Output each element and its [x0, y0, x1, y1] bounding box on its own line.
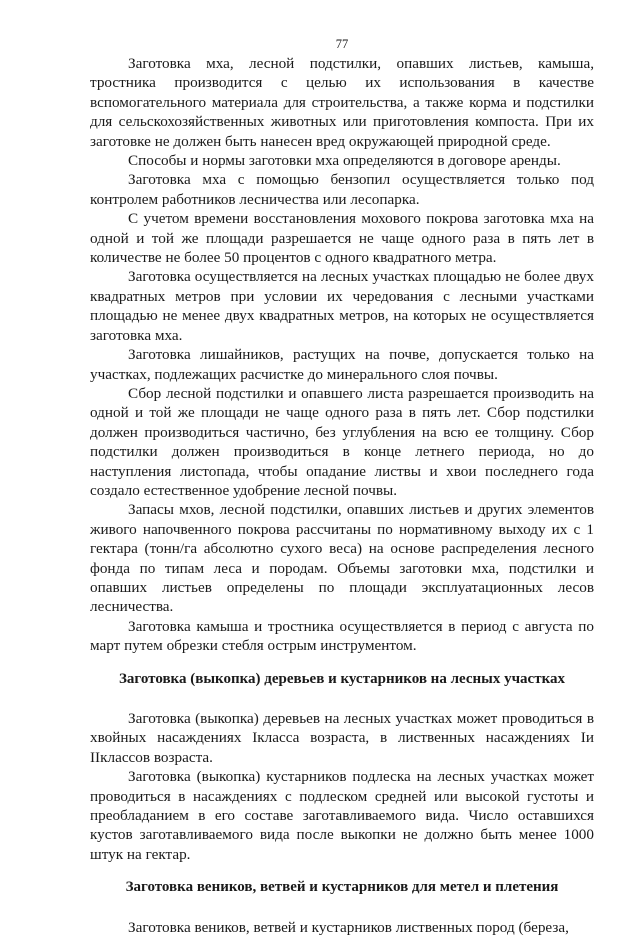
paragraph: Заготовка осуществляется на лесных участках площадью не более двух квадратных метров при условии их чередования с лесными участками площадью не менее двух квадратных метров, на которых не осуществляется заготовка мха.	[90, 268, 594, 344]
paragraph: Заготовка (выкопка) деревьев на лесных участках может проводиться в хвойных насаждениях Iкласса возраста, в лиственных насаждениях Iи IIклассов возраста.	[90, 710, 594, 766]
paragraph: С учетом времени восстановления мохового покрова заготовка мха на одной и той же площади разрешается не чаще одного раза в пять лет в количестве не более 50 процентов с одного квадратного метра.	[90, 210, 594, 267]
section-heading: Заготовка (выкопка) деревьев и кустарников на лесных участках	[119, 670, 565, 687]
section-heading: Заготовка веников, ветвей и кустарников для метел и плетения	[125, 879, 559, 896]
paragraph: Способы и нормы заготовки мха определяются в договоре аренды.	[128, 152, 561, 170]
paragraph: Заготовка камыша и тростника осуществляется в период с августа по март путем обрезки стебля острым инструментом.	[90, 617, 594, 655]
document-body	[90, 54, 594, 937]
paragraph: Заготовка лишайников, растущих на почве, допускается только на участках, подлежащих расчистке до минерального слоя почвы.	[90, 346, 594, 383]
paragraph: Заготовка мха, лесной подстилки, опавших листьев, камыша, тростника производится с целью их использования в качестве вспомогательного материала для строительства, а также корма и подстилки для сельскохозяйственных животных или приготовления компоста. При их заготовке не должен быть нанесен вред окружающей природной среде.	[90, 55, 594, 150]
paragraph: Запасы мхов, лесной подстилки, опавших листьев и других элементов живого напочвенного покрова рассчитаны по нормативному выходу их с 1 гектара (тонн/га абсолютно сухого веса) на основе распределения лесного фонда по типам леса и породам. Объемы заготовки мха, подстилки и опавших листьев определены по площади эксплуатационных лесов лесничества.	[90, 501, 594, 616]
page-number: 77	[335, 37, 349, 51]
paragraph: Заготовка веников, ветвей и кустарников лиственных пород (береза,	[128, 918, 569, 936]
paragraph: Заготовка мха с помощью бензопил осуществляется только под контролем работников лесничества или лесопарка.	[90, 171, 594, 208]
paragraph: Сбор лесной подстилки и опавшего листа разрешается производить на одной и той же площади не чаще одного раза в пять лет. Сбор подстилки должен производиться частично, без углубления на всю ее толщину. Сбор подстилки должен производиться в конце летнего периода, но до наступления листопада, чтобы опадание листвы и хвои последнего года создало естественное удобрение лесной почвы.	[90, 384, 594, 499]
paragraph: Заготовка (выкопка) кустарников подлеска на лесных участках может проводиться в насаждениях с подлеском средней или высокой густоты и преобладанием в его составе заготавливаемого вида. Число оставшихся кустов заготавливаемого вида после выкопки не должно быть менее 1000 штук на гектар.	[90, 768, 594, 863]
